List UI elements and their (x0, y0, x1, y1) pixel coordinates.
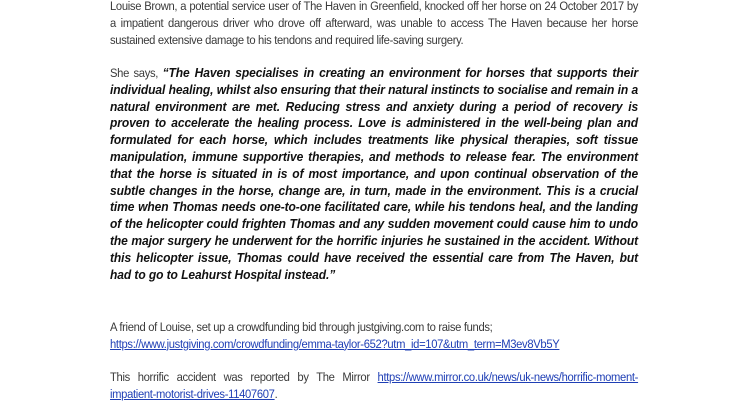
crowdfunding-text: A friend of Louise, set up a crowdfunding bid through justgiving.com to raise funds; (110, 320, 493, 334)
quote-paragraph (110, 65, 638, 283)
mirror-link[interactable]: https://www.mirror.co.uk/news/uk-news/horrific-moment-impatient-motorist-drives-11407607 (110, 370, 639, 401)
intro-paragraph (110, 0, 638, 48)
justgiving-link[interactable]: https://www.justgiving.com/crowdfunding/emma-taylor-652?utm_id=107&utm_term=M3ev8Vb5Y (110, 336, 560, 351)
mirror-trailing: . (274, 386, 278, 401)
mirror-paragraph (110, 369, 638, 403)
mirror-text: This horrific accident was reported by The Mirror (110, 370, 378, 384)
quote-lead: She says, (110, 66, 163, 80)
intro-text: Louise Brown, a potential service user of The Haven in Greenfield, knocked off her horse on 24 October 2017 by a impatient dangerous driver who drove off afterward, was unable to access The Haven because her horse sustained extensive damage to his tendons and required life-saving surgery. (110, 0, 639, 47)
crowdfunding-paragraph (110, 319, 638, 353)
quote-text: “The Haven specialises in creating an environment for horses that supports their individual healing, whilst also ensuring that their natural instincts to socialise and remain in a natural environment are met. Reducing stress and anxiety during a period of recovery is proven to accelerate the healing process. Love is administered in the well-being plan and formulated for each horse, which includes treatments like physical therapies, soft tissue manipulation, immune supportive therapies, and methods to release fear. The environment that the horse is situated in is of most importance, and upon continual observation of the subtle changes in the horse, change are, in turn, made in the environment. This is a crucial time when Thomas needs one-to-one facilitated care, while his tendons heal, and the landing of the helicopter could frighten Thomas and any sudden movement could cause him to undo the major surgery he underwent for the horrific injuries he sustained in the accident. Without this helicopter issue, Thomas could have received the essential care from The Haven, but had to go to Leahurst Hospital instead.” (110, 65, 639, 282)
